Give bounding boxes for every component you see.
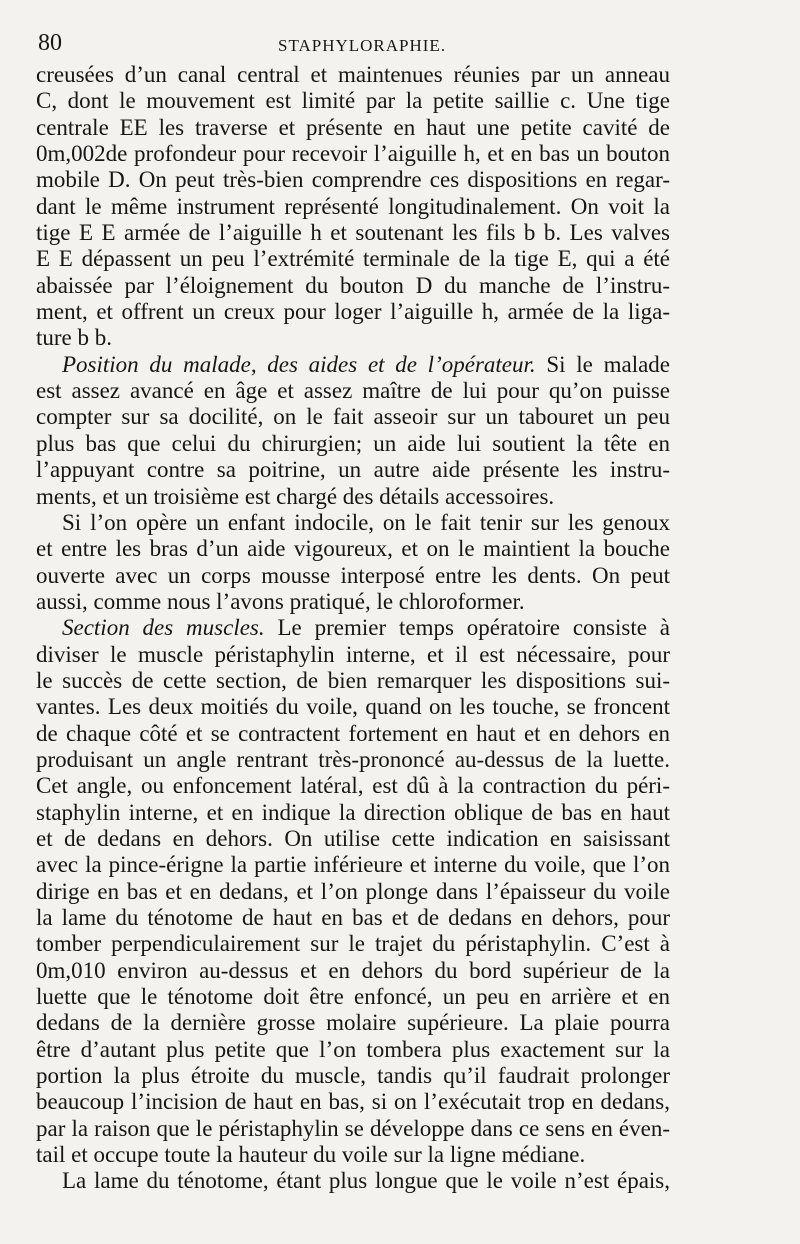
text-line: C, dont le mouvement est limité par la petite saillie c. Une tige [36, 88, 670, 114]
text-line: diviser le muscle péristaphylin interne, et il est nécessaire, pour [36, 641, 670, 667]
text-line: E E dépassent un peu l’extrémité terminale de la tige E, qui a été [36, 246, 670, 272]
text-line: aussi, comme nous l’avons pratiqué, le chloroformer. [36, 588, 525, 614]
text-line: est assez avancé en âge et assez maître de lui pour qu’on puisse [36, 378, 670, 404]
text-line: 0m,002de profondeur pour recevoir l’aiguille h, et en bas un bouton [36, 141, 670, 167]
text-line: compter sur sa docilité, on le fait asseoir sur un tabouret un peu [36, 404, 670, 430]
text-line: dant le même instrument représenté longitudinalement. On voit la [36, 193, 670, 219]
text-line: de chaque côté et se contractent fortement en haut et en dehors en [36, 720, 670, 746]
text-line: centrale EE les traverse et présente en haut une petite cavité de [36, 114, 670, 140]
text-line: dirige en bas et en dedans, et l’on plonge dans l’épaisseur du voile [36, 878, 670, 904]
running-title: STAPHYLORAPHIE. [278, 36, 447, 55]
text-line: et de dedans en dehors. On utilise cette indication en saisissant [36, 825, 670, 851]
text-line: mobile D. On peut très-bien comprendre ces dispositions en regar- [36, 167, 670, 193]
text-line: vantes. Les deux moitiés du voile, quand on les touche, se froncent [36, 694, 670, 720]
text-line: ture b b. [36, 325, 113, 351]
text-line: plus bas que celui du chirurgien; un aide lui soutient la tête en [36, 430, 670, 456]
text-line: Si l’on opère un enfant indocile, on le fait tenir sur les genoux [62, 509, 670, 535]
text-line: par la raison que le péristaphylin se développe dans ce sens en éven- [36, 1115, 670, 1141]
text-line: produisant un angle rentrant très-prononcé au-dessus de la luette. [36, 746, 670, 772]
text-line: avec la pince-érigne la partie inférieure et interne du voile, que l’on [36, 852, 670, 878]
page-number: 80 [38, 30, 62, 56]
text-line: tail et occupe toute la hauteur du voile sur la ligne médiane. [36, 1142, 586, 1168]
text-line: tomber perpendiculairement sur le trajet du péristaphylin. C’est à [36, 931, 670, 957]
text-line: ment, et offrent un creux pour loger l’aiguille h, armée de la liga- [36, 299, 670, 325]
text-line: dedans de la dernière grosse molaire supérieure. La plaie pourra [36, 1010, 670, 1036]
text-line: ments, et un troisième est chargé des détails accessoires. [36, 483, 555, 509]
text-line: abaissée par l’éloignement du bouton D du manche de l’instru- [36, 272, 670, 298]
page-header [38, 24, 738, 64]
text-line: 0m,010 environ au-dessus et en dehors du bord supérieur de la [36, 957, 670, 983]
text-line: La lame du ténotome, étant plus longue que le voile n’est épais, [62, 1168, 670, 1194]
text-line: la lame du ténotome de haut en bas et de dedans en dehors, pour [36, 905, 670, 930]
text-line: l’appuyant contre sa poitrine, un autre aide présente les instru- [36, 457, 670, 483]
text-line: Cet angle, ou enfoncement latéral, est dû à la contraction du péri- [36, 773, 670, 799]
text-line: staphylin interne, et en indique la direction oblique de bas en haut [36, 799, 670, 825]
body-text [36, 62, 670, 1195]
section-heading-line: Section des muscles. Le premier temps opératoire consiste à [62, 615, 670, 641]
text-line: portion la plus étroite du muscle, tandis qu’il faudrait prolonger [36, 1063, 670, 1089]
text-line: et entre les bras d’un aide vigoureux, et on le maintient la bouche [36, 536, 670, 562]
section-heading-line: Position du malade, des aides et de l’opérateur. Si le malade [62, 351, 671, 377]
text-line: tige E E armée de l’aiguille h et soutenant les fils b b. Les valves [36, 220, 670, 246]
text-line: luette que le ténotome doit être enfoncé, un peu en arrière et en [36, 984, 670, 1010]
text-line: le succès de cette section, de bien remarquer les dispositions sui- [36, 667, 670, 693]
text-line: être d’autant plus petite que l’on tombera plus exactement sur la [36, 1036, 670, 1062]
text-line: ouverte avec un corps mousse interposé entre les dents. On peut [36, 562, 670, 588]
text-line: beaucoup l’incision de haut en bas, si on l’exécutait trop en dedans, [36, 1089, 670, 1115]
text-line: creusées d’un canal central et maintenues réunies par un anneau [36, 62, 670, 87]
